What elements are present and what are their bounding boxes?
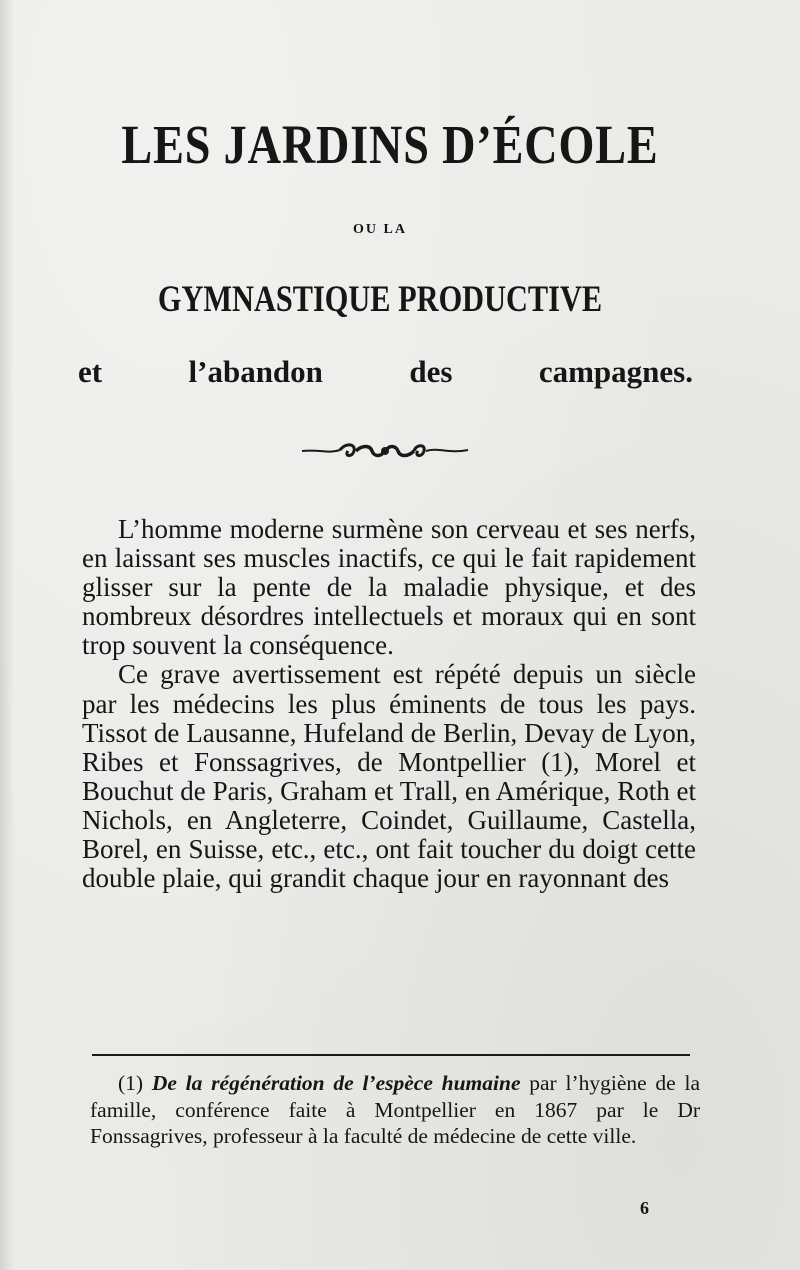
footnote	[90, 1070, 700, 1150]
tagline-word: l’abandon	[188, 354, 323, 389]
tagline-word: des	[409, 354, 453, 389]
chapter-tagline	[78, 352, 693, 392]
footnote-title: De la régénération de l’espèce humaine	[151, 1071, 521, 1095]
body-text	[82, 515, 696, 893]
page-edge-shadow	[0, 0, 14, 1270]
footnote-marker: (1)	[118, 1071, 144, 1095]
paragraph: L’homme moderne surmène son cerveau et ses nerfs, en laissant ses muscles inactifs, ce qui le fait rapidement glisser sur la pente de la maladie physique, et des nombreux désordres intellectuels et moraux qui en sont trop souvent la conséquence.	[82, 514, 696, 661]
tagline-word: et	[78, 354, 103, 389]
title-connector: OU LA	[353, 222, 407, 237]
tagline-word: campagnes.	[538, 354, 693, 389]
footnote-text: par l’hygiène de la famille, conférence faite à Montpellier en 1867 par le Dr Fonssagrives, professeur à la faculté de médecine de cette ville.	[90, 1071, 701, 1148]
page-number: 6	[640, 1198, 649, 1218]
fleuron-ornament-icon	[300, 436, 470, 466]
chapter-subtitle: GYMNASTIQUE PRODUCTIVE	[157, 279, 603, 320]
chapter-title: LES JARDINS D’ÉCOLE	[121, 114, 659, 175]
paragraph: Ce grave avertissement est répété depuis un siècle par les médecins les plus éminents de tous les pays. Tissot de Lausanne, Hufeland de Berlin, Devay de Lyon, Ribes et Fonssagrives, de Montpellier (1), Morel et Bouchut de Paris, Graham et Trall, en Amérique, Roth et Nichols, en Angleterre, Coindet, Guillaume, Castella, Borel, en Suisse, etc., etc., ont fait toucher du doigt cette double plaie, qui grandit chaque jour en rayonnant des	[82, 659, 696, 894]
footnote-divider	[92, 1054, 690, 1056]
